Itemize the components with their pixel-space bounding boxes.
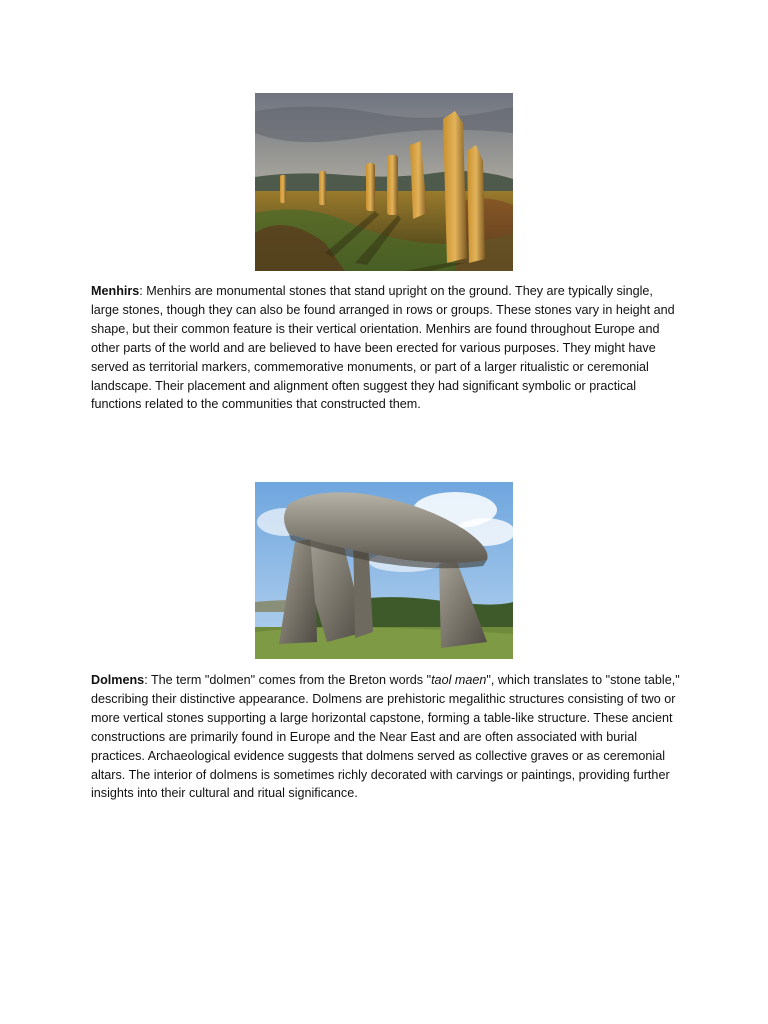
breton-term: taol maen	[431, 673, 487, 687]
menhirs-illustration	[255, 93, 513, 271]
menhirs-paragraph	[91, 282, 681, 414]
menhirs-term: Menhirs	[91, 284, 140, 298]
menhirs-description: Menhirs are monumental stones that stand upright on the ground. They are typically single, large stones, though they can also be found arranged in rows or groups. These stones vary in height and shape, but their common feature is their vertical orientation. Menhirs are found throughout Europe and other parts of the world and are believed to have been erected for various purposes. They might have served as territorial markers, commemorative monuments, or part of a larger ritualistic or ceremonial landscape. Their placement and alignment often suggest they had significant symbolic or practical functions related to the communities that constructed them.	[91, 284, 675, 412]
dolmen-photo	[255, 482, 513, 659]
term-separator: :	[139, 284, 147, 298]
dolmens-paragraph	[91, 671, 681, 803]
dolmens-description-start: The term "dolmen" comes from the Breton words "	[150, 673, 432, 687]
dolmen-illustration	[255, 482, 513, 659]
dolmens-term: Dolmens	[91, 673, 145, 687]
menhirs-photo	[255, 93, 513, 271]
dolmens-description-end: ", which translates to "stone table," describing their distinctive appearance. Dolmens are prehistoric megalithic structures consisting of two or more vertical stones supporting a large horizontal capstone, forming a table-like structure. These ancient constructions are primarily found in Europe and the Near East and are often associated with burial practices. Archaeological evidence suggests that dolmens served as collective graves or as ceremonial altars. The interior of dolmens is sometimes richly decorated with carvings or paintings, providing further insights into their cultural and ritual significance.	[91, 673, 680, 801]
term-separator: :	[144, 673, 151, 687]
